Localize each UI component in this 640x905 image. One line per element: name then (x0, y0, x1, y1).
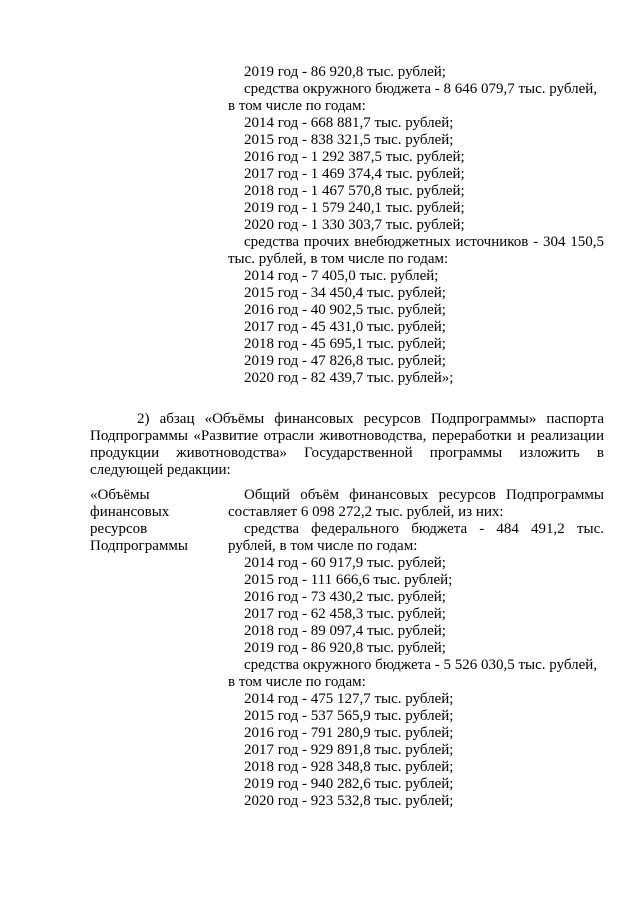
text-line: 2014 год - 60 917,9 тыс. рублей; (244, 555, 446, 571)
text-line: 2016 год - 1 292 387,5 тыс. рублей; (244, 149, 465, 165)
text-line: Подпрограммы (90, 538, 188, 554)
text-line: 2020 год - 1 330 303,7 тыс. рублей; (244, 217, 465, 233)
funding-continuation-block (228, 64, 604, 387)
text-line: 2019 год - 86 920,8 тыс. рублей; (244, 640, 446, 656)
text-line: средства окружного бюджета - 8 646 079,7 тыс. рублей, (244, 81, 598, 97)
text-line: Подпрограммы «Развитие отрасли животноводства, переработки и реализации (90, 428, 604, 444)
text-line: 2019 год - 1 579 240,1 тыс. рублей; (244, 200, 465, 216)
text-line: 2016 год - 73 430,2 тыс. рублей; (244, 589, 446, 605)
text-line: 2) абзац «Объёмы финансовых ресурсов Подпрограммы» паспорта (137, 411, 604, 427)
text-line: 2020 год - 82 439,7 тыс. рублей»; (244, 370, 454, 386)
text-line: 2019 год - 47 826,8 тыс. рублей; (244, 353, 446, 369)
table-label-cell (90, 487, 210, 555)
text-line: 2015 год - 838 321,5 тыс. рублей; (244, 132, 454, 148)
text-line: «Объёмы (90, 487, 150, 503)
text-line: 2017 год - 929 891,8 тыс. рублей; (244, 742, 454, 758)
text-line: средства прочих внебюджетных источников - 304 150,5 (244, 234, 604, 250)
text-line: 2014 год - 475 127,7 тыс. рублей; (244, 691, 454, 707)
text-line: в том числе по годам: (228, 98, 366, 114)
text-line: 2017 год - 45 431,0 тыс. рублей; (244, 319, 446, 335)
text-line: 2017 год - 62 458,3 тыс. рублей; (244, 606, 446, 622)
text-line: 2018 год - 928 348,8 тыс. рублей; (244, 759, 454, 775)
text-line: средства окружного бюджета - 5 526 030,5 тыс. рублей, (244, 657, 598, 673)
text-line: финансовых (90, 504, 170, 520)
text-line: в том числе по годам: (228, 674, 366, 690)
table-value-cell (228, 487, 604, 810)
text-line: составляет 6 098 272,2 тыс. рублей, из них: (228, 504, 504, 520)
text-line: 2019 год - 940 282,6 тыс. рублей; (244, 776, 454, 792)
text-line: 2018 год - 45 695,1 тыс. рублей; (244, 336, 446, 352)
text-line: 2014 год - 7 405,0 тыс. рублей; (244, 268, 439, 284)
text-line: 2015 год - 111 666,6 тыс. рублей; (244, 572, 453, 588)
text-line: Общий объём финансовых ресурсов Подпрограммы (244, 487, 604, 503)
text-line: продукции животноводства» Государственной программы изложить в (90, 445, 604, 461)
text-line: 2016 год - 40 902,5 тыс. рублей; (244, 302, 446, 318)
text-line: 2018 год - 1 467 570,8 тыс. рублей; (244, 183, 465, 199)
text-line: средства федерального бюджета - 484 491,2 тыс. (244, 521, 604, 537)
text-line: ресурсов (90, 521, 148, 537)
text-line: 2016 год - 791 280,9 тыс. рублей; (244, 725, 454, 741)
text-line: 2018 год - 89 097,4 тыс. рублей; (244, 623, 446, 639)
text-line: тыс. рублей, в том числе по годам: (228, 251, 449, 267)
text-line: 2015 год - 34 450,4 тыс. рублей; (244, 285, 446, 301)
text-line: рублей, в том числе по годам: (228, 538, 418, 554)
text-line: 2015 год - 537 565,9 тыс. рублей; (244, 708, 454, 724)
text-line: 2020 год - 923 532,8 тыс. рублей; (244, 793, 454, 809)
text-line: 2014 год - 668 881,7 тыс. рублей; (244, 115, 454, 131)
text-line: 2017 год - 1 469 374,4 тыс. рублей; (244, 166, 465, 182)
amendment-paragraph (90, 411, 604, 479)
text-line: следующей редакции: (90, 462, 231, 478)
text-line: 2019 год - 86 920,8 тыс. рублей; (244, 64, 446, 80)
